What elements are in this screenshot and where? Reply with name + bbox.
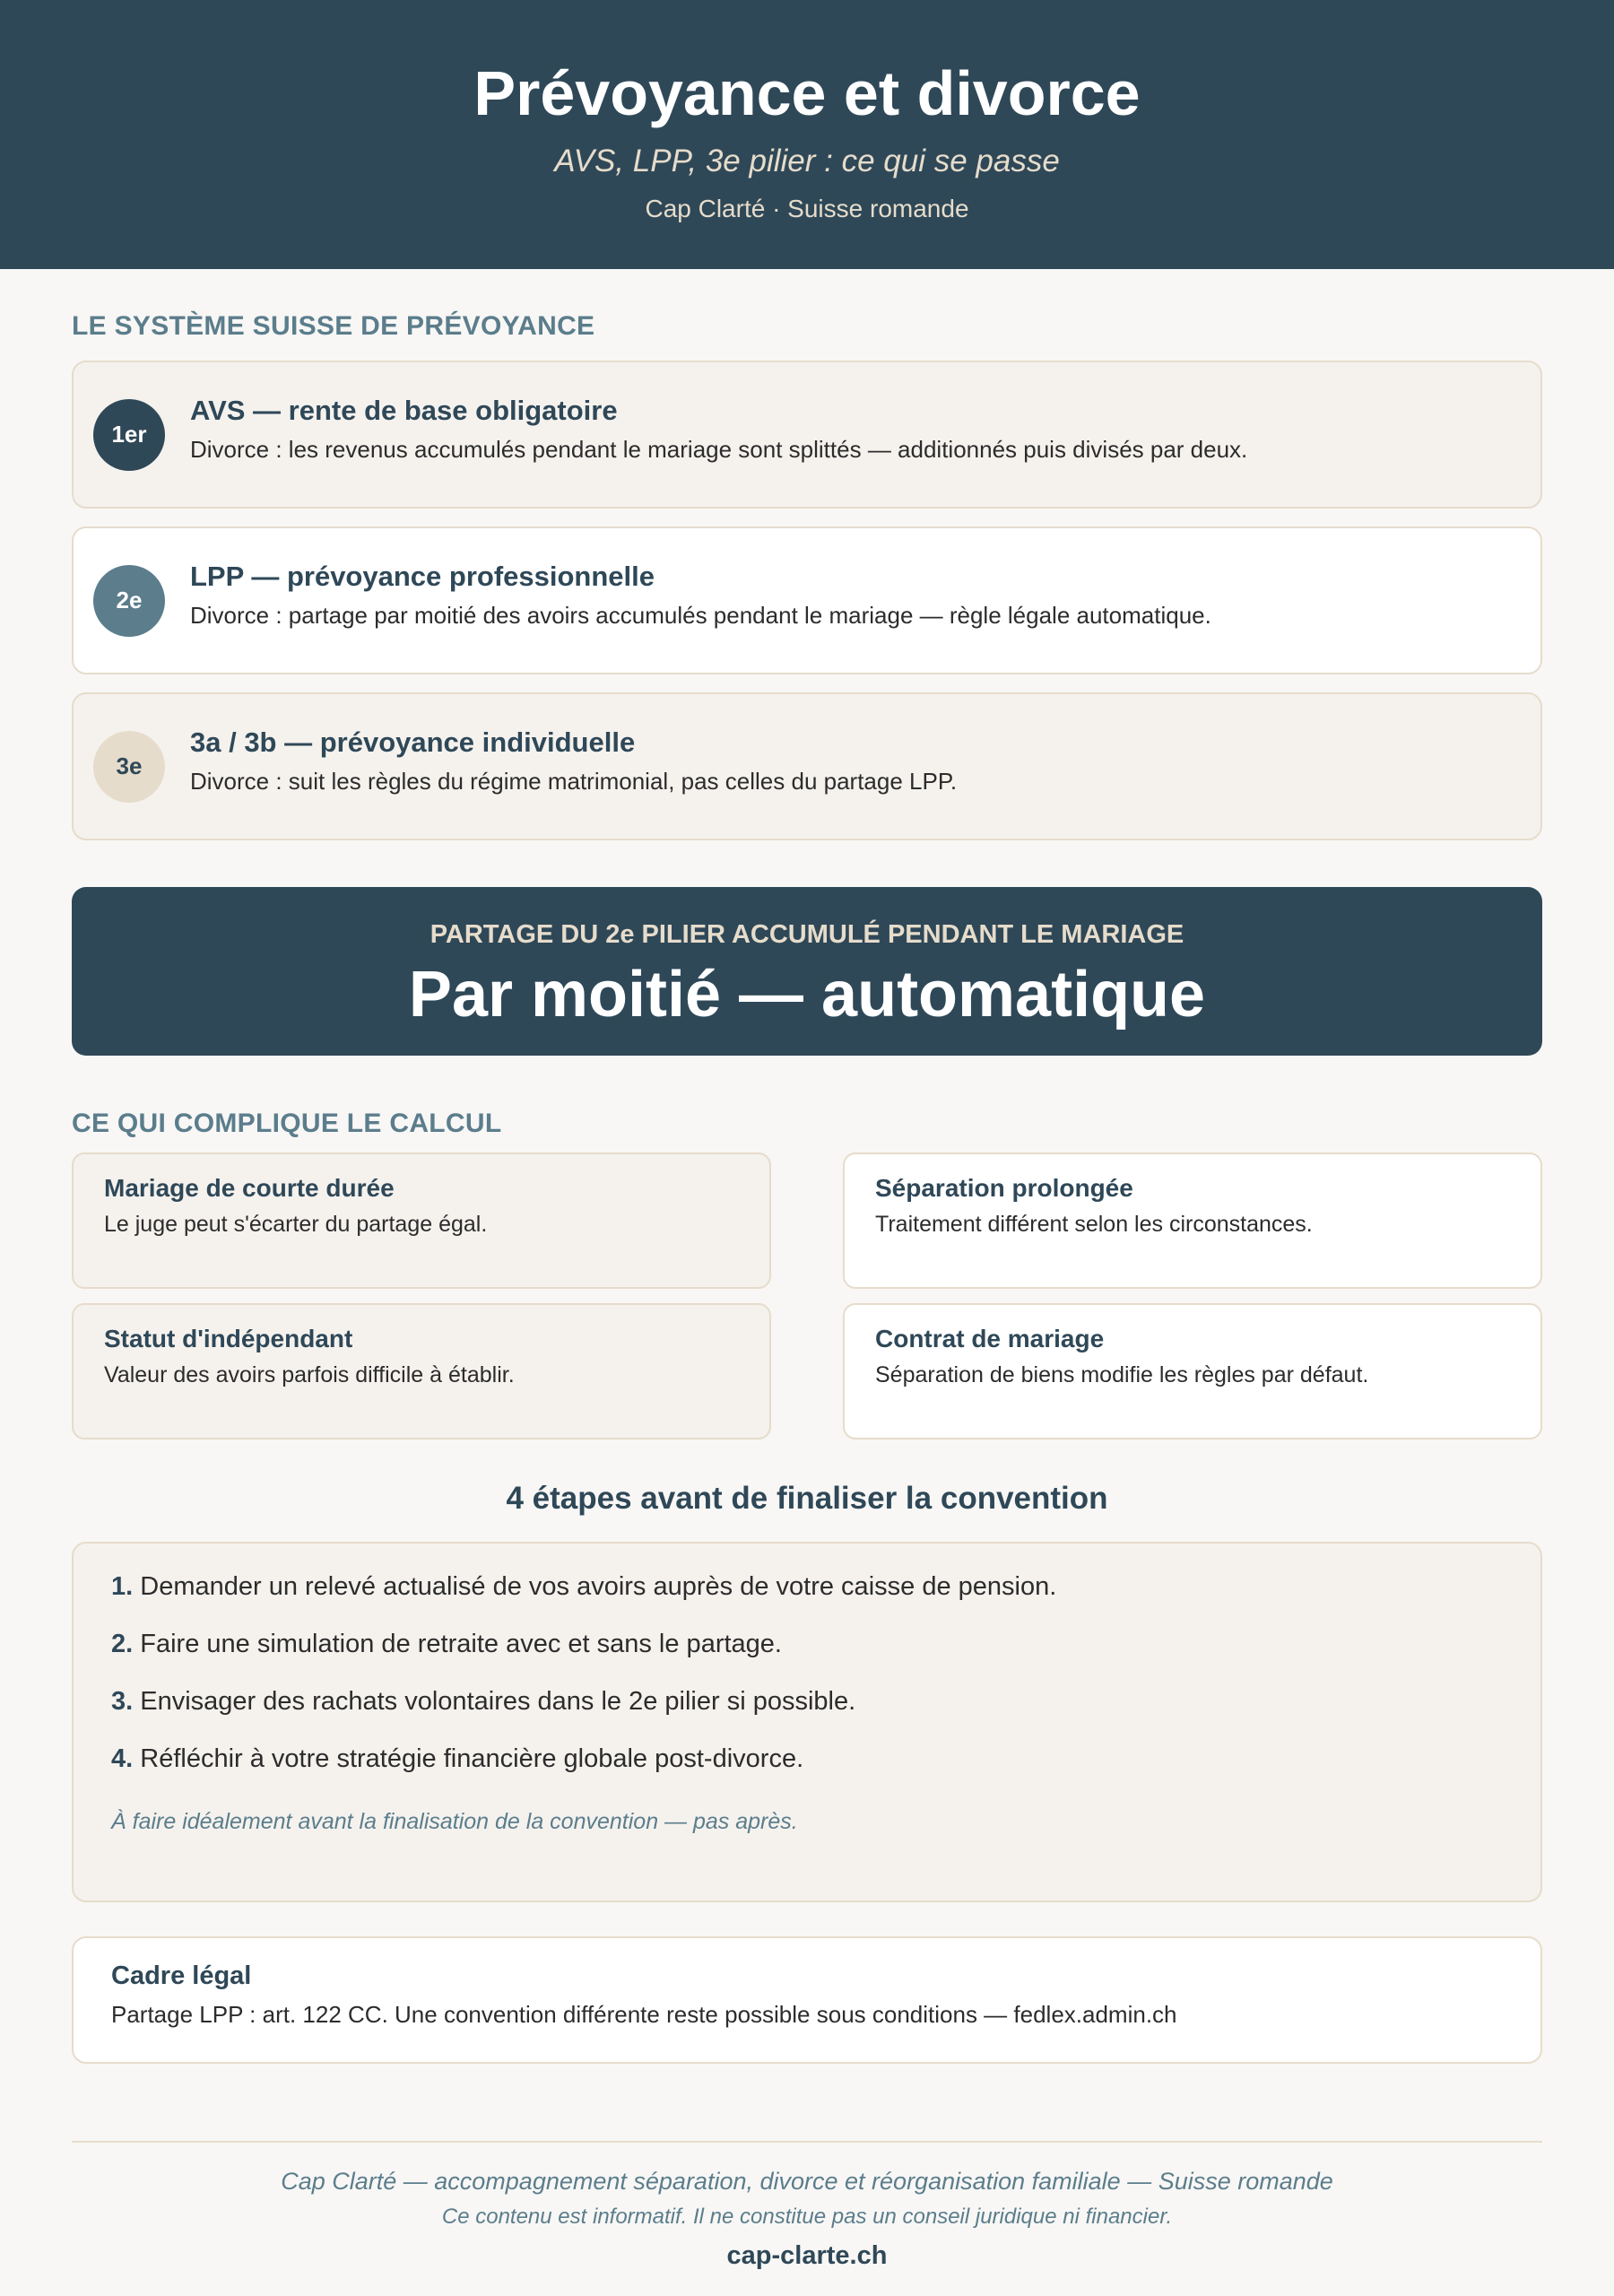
main-content: [0, 310, 1614, 2064]
pillar-card-lpp: [72, 526, 1542, 674]
step-number: 1.: [111, 1572, 134, 1601]
complication-description: Traitement différent selon les circonstances.: [875, 1212, 1313, 1237]
steps-list: [72, 1542, 1542, 1902]
complications-grid: [72, 1152, 1542, 1439]
complications-section-title: CE QUI COMPLIQUE LE CALCUL: [72, 1109, 502, 1138]
step-item: [111, 1570, 1503, 1603]
pillar-description: Divorce : partage par moitié des avoirs accumulés pendant le mariage — règle légale automatique.: [190, 601, 1211, 629]
pillar-title: AVS — rente de base obligatoire: [190, 394, 618, 426]
complication-description: Le juge peut s'écarter du partage égal.: [104, 1212, 488, 1237]
complication-card: [843, 1152, 1542, 1289]
legal-text: Partage LPP : art. 122 CC. Une convention différente reste possible sous conditions — fedlex.admin.ch: [111, 2001, 1177, 2028]
complication-description: Séparation de biens modifie les règles par défaut.: [875, 1362, 1369, 1387]
page-title: Prévoyance et divorce: [473, 58, 1141, 128]
steps-title: 4 étapes avant de finaliser la convention: [506, 1481, 1108, 1516]
complication-description: Valeur des avoirs parfois difficile à établir.: [104, 1362, 515, 1387]
step-number: 2.: [111, 1630, 134, 1658]
pillar-description: Divorce : suit les règles du régime matrimonial, pas celles du partage LPP.: [190, 767, 958, 795]
complication-title: Séparation prolongée: [875, 1174, 1133, 1202]
page-footer: [72, 2141, 1542, 2272]
complication-title: Mariage de courte durée: [104, 1174, 395, 1202]
highlight-value: Par moitié — automatique: [408, 959, 1206, 1031]
step-item: [111, 1685, 1503, 1718]
page-subtitle: AVS, LPP, 3e pilier : ce qui se passe: [554, 144, 1060, 178]
footer-disclaimer: Ce contenu est informatif. Il ne constitue pas un conseil juridique ni financier.: [441, 2205, 1173, 2229]
pillar-badge-1: 1er: [93, 399, 165, 471]
pillar-card-3a3b: [72, 692, 1542, 840]
pillar-title: 3a / 3b — prévoyance individuelle: [190, 726, 636, 758]
step-text: Faire une simulation de retraite avec et sans le partage.: [140, 1630, 782, 1658]
complication-title: Statut d'indépendant: [104, 1325, 353, 1352]
step-text: Envisager des rachats volontaires dans le 2e pilier si possible.: [140, 1687, 856, 1716]
steps-note: À faire idéalement avant la finalisation de la convention — pas après.: [111, 1809, 798, 1834]
step-text: Réfléchir à votre stratégie financière globale post-divorce.: [140, 1744, 804, 1773]
pillar-title: LPP — prévoyance professionnelle: [190, 560, 655, 592]
legal-title: Cadre légal: [111, 1961, 252, 1990]
highlight-label: PARTAGE DU 2e PILIER ACCUMULÉ PENDANT LE MARIAGE: [430, 920, 1184, 949]
system-section-title: LE SYSTÈME SUISSE DE PRÉVOYANCE: [72, 311, 595, 341]
step-item: [111, 1743, 1503, 1775]
highlight-banner: [72, 887, 1542, 1056]
pillar-badge-3: 3e: [93, 731, 165, 803]
step-number: 4.: [111, 1744, 134, 1773]
step-text: Demander un relevé actualisé de vos avoirs auprès de votre caisse de pension.: [140, 1572, 1057, 1601]
pillar-badge-2: 2e: [93, 565, 165, 637]
step-item: [111, 1628, 1503, 1660]
complication-card: [843, 1303, 1542, 1439]
pillar-description: Divorce : les revenus accumulés pendant le mariage sont splittés — additionnés puis divisés par deux.: [190, 435, 1248, 463]
page-header: [0, 0, 1614, 269]
organization-label: Cap Clarté · Suisse romande: [645, 195, 969, 222]
complication-card: [72, 1303, 771, 1439]
pillar-card-avs: [72, 361, 1542, 509]
legal-framework-card: [72, 1936, 1542, 2064]
footer-website: cap-clarte.ch: [726, 2241, 888, 2270]
complication-card: [72, 1152, 771, 1289]
step-number: 3.: [111, 1687, 134, 1716]
complication-title: Contrat de mariage: [875, 1325, 1105, 1352]
footer-tagline: Cap Clarté — accompagnement séparation, divorce et réorganisation familiale — Suisse romande: [281, 2168, 1333, 2195]
